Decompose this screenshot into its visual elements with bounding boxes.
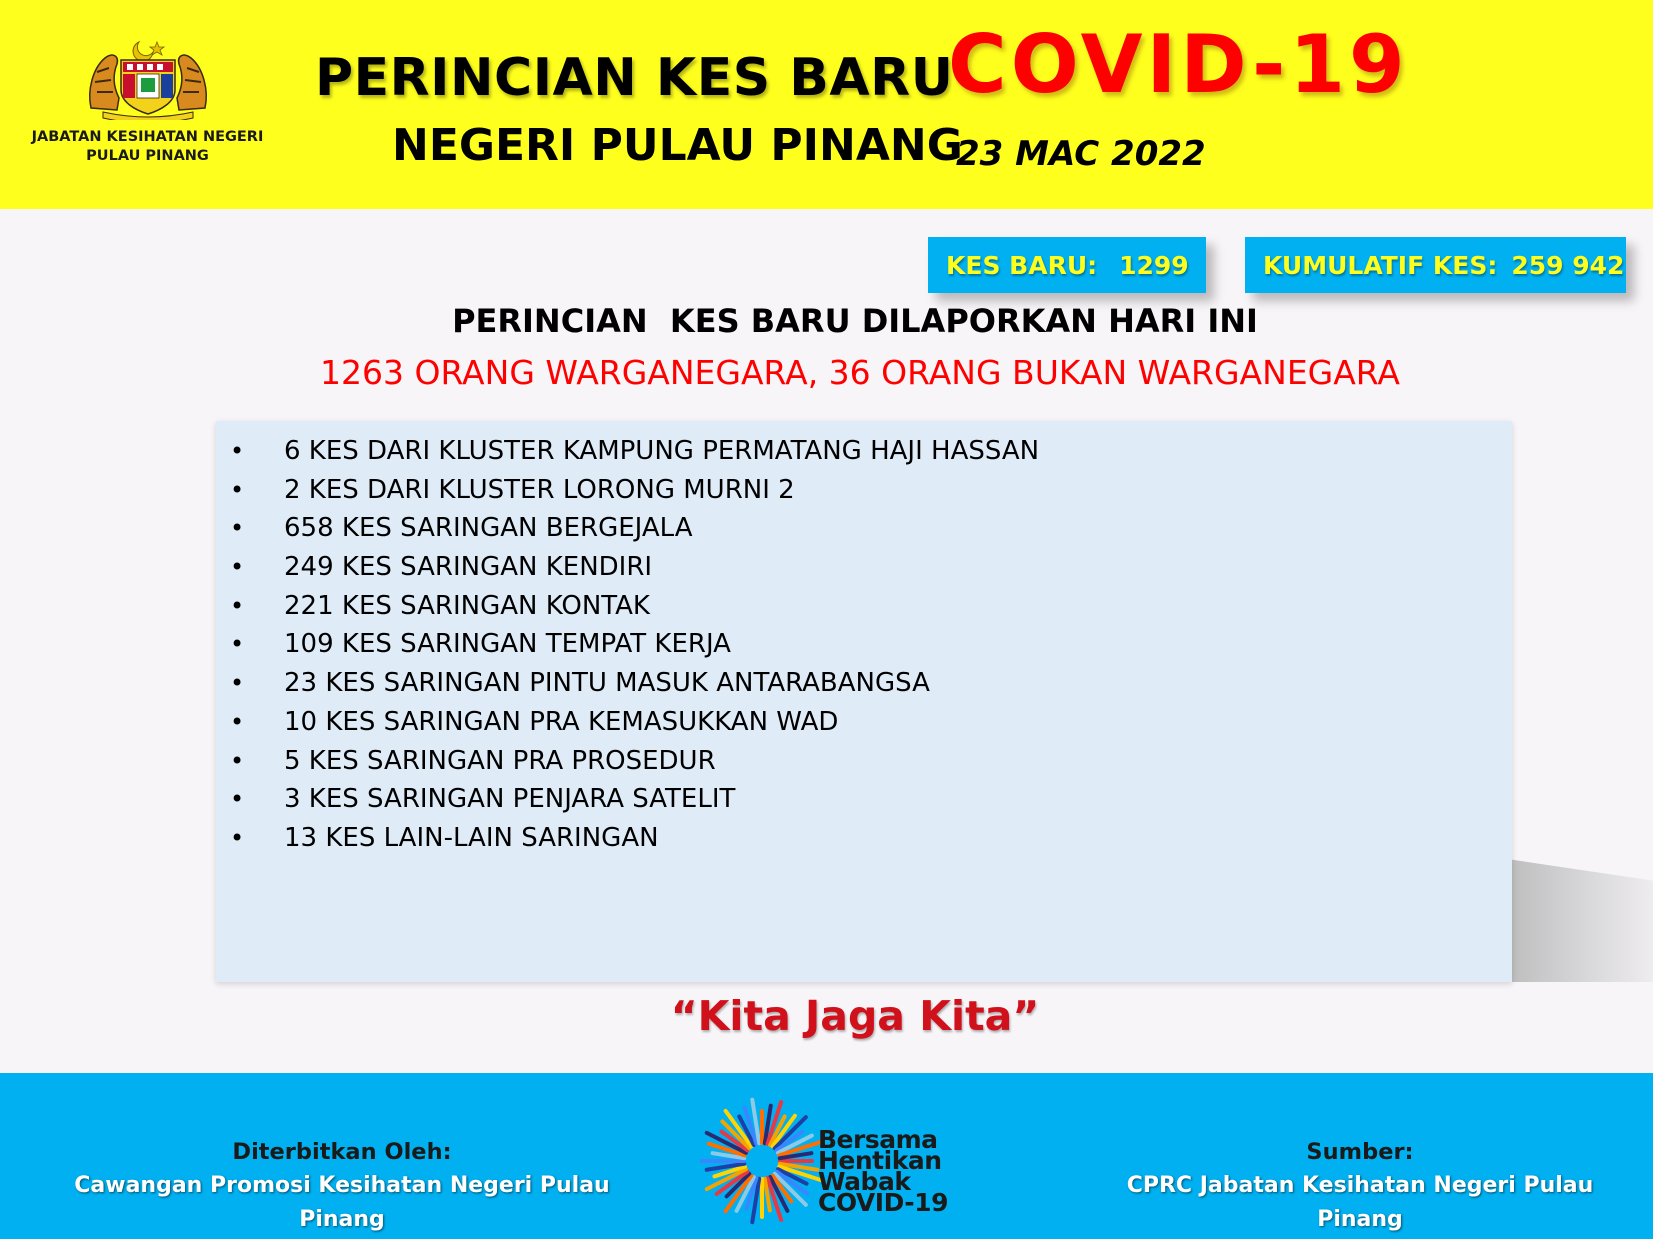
bullet-icon: • — [230, 591, 245, 620]
list-item-text: 6 KES DARI KLUSTER KAMPUNG PERMATANG HAJI HASSAN — [284, 436, 1040, 466]
list-item-text: 221 KES SARINGAN KONTAK — [284, 590, 650, 621]
list-item-text: 13 KES LAIN-LAIN SARINGAN — [284, 822, 659, 853]
bullet-icon: • — [230, 437, 245, 465]
list-item — [216, 625, 1512, 664]
list-item-text: 249 KES SARINGAN KENDIRI — [284, 552, 653, 583]
new-cases-label: KES BARU: — [946, 250, 1098, 280]
publisher-label: Diterbitkan Oleh: — [232, 1139, 452, 1165]
bullet-icon: • — [230, 707, 245, 736]
list-item-text: 109 KES SARINGAN TEMPAT KERJA — [284, 629, 731, 660]
list-item-text: 3 KES SARINGAN PENJARA SATELIT — [284, 784, 736, 815]
slogan: “Kita Jaga Kita” — [670, 992, 1040, 1040]
department-line2: PULAU PINANG — [86, 148, 209, 164]
report-date: 23 MAC 2022 — [956, 134, 1206, 174]
bullet-icon: • — [230, 785, 245, 814]
list-item — [216, 587, 1512, 626]
bullet-icon: • — [230, 669, 245, 698]
source-block — [1090, 1135, 1630, 1237]
starburst-logo-icon — [700, 1097, 824, 1225]
campaign-line4: COVID-19 — [818, 1188, 948, 1217]
campaign-text — [818, 1125, 948, 1217]
breakdown-heading: PERINCIAN KES BARU DILAPORKAN HARI INI — [452, 302, 1258, 340]
source-name: CPRC Jabatan Kesihatan Negeri Pulau Pinang — [1126, 1173, 1594, 1232]
cumulative-cases-badge — [1245, 237, 1626, 293]
list-item — [216, 471, 1512, 510]
state-title: NEGERI PULAU PINANG — [392, 120, 963, 171]
department-line1: JABATAN KESIHATAN NEGERI — [31, 129, 264, 145]
cumulative-cases-value: 259 942 — [1511, 250, 1625, 280]
campaign-logo — [700, 1097, 970, 1225]
publisher-name: Cawangan Promosi Kesihatan Negeri Pulau Pinang — [74, 1173, 610, 1232]
list-item — [216, 819, 1512, 858]
bullet-icon: • — [230, 475, 245, 504]
page-title: PERINCIAN KES BARU — [315, 48, 954, 108]
campaign-line3: Wabak — [818, 1167, 911, 1196]
bullet-icon: • — [230, 823, 245, 852]
list-item — [216, 703, 1512, 742]
department-logo — [20, 38, 275, 166]
list-item-text: 658 KES SARINGAN BERGEJALA — [284, 513, 693, 544]
list-item — [216, 664, 1512, 703]
list-item-text: 10 KES SARINGAN PRA KEMASUKKAN WAD — [284, 706, 839, 737]
list-item — [216, 509, 1512, 548]
bullet-icon: • — [230, 630, 245, 659]
campaign-line2: Hentikan — [818, 1146, 942, 1175]
list-item — [216, 742, 1512, 781]
bullet-icon: • — [230, 514, 245, 543]
bullet-icon: • — [230, 746, 245, 775]
publisher-block — [42, 1135, 642, 1237]
footer — [0, 1073, 1653, 1239]
list-item — [216, 548, 1512, 587]
coat-of-arms-icon — [83, 38, 213, 120]
title-highlight: COVID-19 — [948, 18, 1409, 111]
source-label: Sumber: — [1306, 1139, 1414, 1165]
list-item-text: 5 KES SARINGAN PRA PROSEDUR — [284, 745, 716, 776]
list-item — [216, 780, 1512, 819]
case-breakdown-list — [216, 421, 1512, 858]
case-breakdown-panel — [216, 421, 1512, 982]
new-cases-value: 1299 — [1119, 250, 1189, 280]
list-item-text: 2 KES DARI KLUSTER LORONG MURNI 2 — [284, 474, 795, 505]
campaign-line1: Bersama — [818, 1125, 938, 1154]
bullet-icon: • — [230, 553, 245, 582]
cumulative-cases-label: KUMULATIF KES: — [1263, 250, 1498, 280]
list-item-text: 23 KES SARINGAN PINTU MASUK ANTARABANGSA — [284, 668, 930, 699]
list-item — [216, 432, 1512, 471]
header — [0, 0, 1653, 209]
nationality-note: 1263 ORANG WARGANEGARA, 36 ORANG BUKAN WARGANEGARA — [320, 353, 1400, 392]
new-cases-badge — [928, 237, 1206, 293]
